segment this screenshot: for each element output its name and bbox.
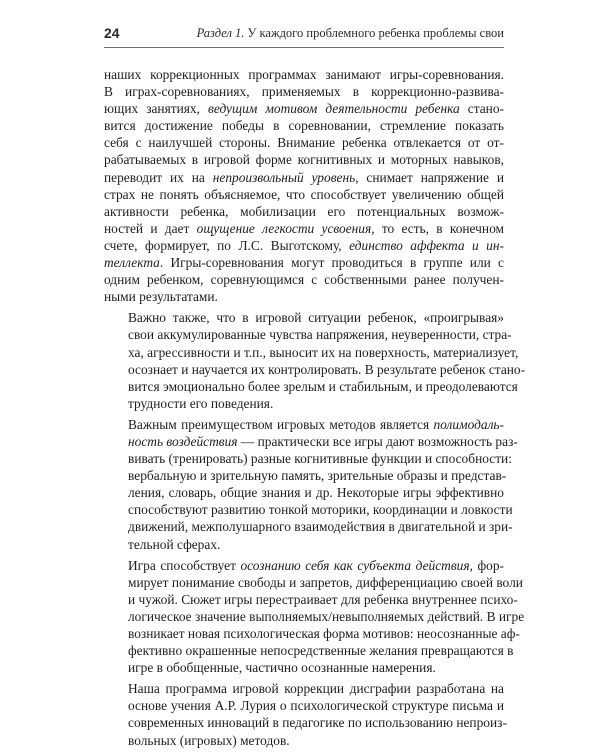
emphasis: ощущение легкости усвоения bbox=[196, 220, 372, 236]
text-line: себя с наилучшей стороны. Внимание ребенка отвлекается от от- bbox=[104, 135, 504, 151]
paragraph bbox=[104, 680, 507, 748]
text-line: вится эмоционально более зрелым и стабильным, и преодолеваются bbox=[128, 378, 518, 394]
header-rule bbox=[104, 47, 504, 48]
running-header bbox=[104, 24, 504, 46]
paragraph bbox=[104, 66, 504, 305]
emphasis: осознанию себя как субъекта действия bbox=[240, 557, 470, 573]
text-line: осознает и научается их контролировать. В результате ребенок стано- bbox=[128, 361, 526, 377]
text-line: одним ребенком, соревнующимся с собственными ранее получен- bbox=[104, 272, 504, 288]
text-line: возникает новая психологическая форма мотивов: неосознанные аф- bbox=[128, 626, 520, 641]
text-line: современных инноваций в педагогике по использованию непроиз- bbox=[128, 715, 507, 731]
paragraph bbox=[104, 309, 526, 412]
text-line: наших коррекционных программах занимают игры-соревнования. bbox=[104, 67, 504, 82]
text-line: движений, межполушарного взаимодействия в двигательной и зри- bbox=[128, 519, 513, 535]
paragraph bbox=[104, 416, 518, 553]
text-line: ющих занятиях, ведущим мотивом деятельности ребенка стано- bbox=[104, 101, 504, 117]
text-line: активности ребенка, мобилизации его потенциальных возмож- bbox=[104, 203, 504, 219]
emphasis: полимодаль- bbox=[433, 416, 504, 432]
text-line: вится достижение победы в соревновании, стремление показать bbox=[104, 118, 504, 134]
text-line: вивать (тренировать) разные когнитивные функции и способности: bbox=[128, 451, 512, 467]
text-line: вербальную и зрительную память, зрительные образы и представ- bbox=[128, 468, 507, 484]
emphasis: единство аффекта и ин- bbox=[349, 237, 504, 253]
text-line: теллекта. Игры-соревнования могут проводиться в группе или с bbox=[104, 255, 504, 271]
text-line: ления, словарь, общие знания и др. Некоторые игры эффективно bbox=[128, 485, 504, 501]
text-line: ностей и дает ощущение легкости усвоения, то есть, в конечном bbox=[104, 220, 504, 236]
text-line: страх не понять объясняемое, что способствует увеличению общей bbox=[104, 186, 504, 202]
text-line: вольных (игровых) методов. bbox=[128, 732, 290, 748]
text-line: игре в обобщенные, частично осознанные намерения. bbox=[128, 660, 436, 676]
text-line: ность воздействия — практически все игры дают возможность раз- bbox=[128, 433, 518, 449]
text-line: Важным преимуществом игровых методов является полимодаль- bbox=[128, 416, 504, 432]
text-line: и чужой. Сюжет игры перестраивает для ребенка внутреннее психо- bbox=[128, 591, 518, 607]
section-title: У каждого проблемного ребенка проблемы свои bbox=[247, 26, 504, 40]
text-line: Важно также, что в игровой ситуации ребенок, «проигрывая» bbox=[128, 310, 504, 326]
paragraph bbox=[104, 557, 525, 677]
text-line: фективно окрашенные непосредственные желания превращаются в bbox=[128, 643, 514, 659]
text-line: трудности его поведения. bbox=[128, 395, 274, 411]
emphasis: ность воздействия bbox=[128, 433, 238, 449]
text-line: Наша программа игровой коррекции дисграфии разработана на bbox=[128, 681, 504, 697]
text-line: ха, агрессивности и т.п., выносит их на поверхность, материализует, bbox=[128, 344, 519, 360]
text-line: способствуют развитию тонкой моторики, координации и ловкости bbox=[128, 502, 513, 518]
text-line: мирует понимание свободы и запретов, дифференциацию своей воли bbox=[128, 574, 523, 590]
text-line: В играх-соревнованиях, применяемых в коррекционно-развива- bbox=[104, 84, 504, 100]
text-line: переводит их на непроизвольный уровень, снимает напряжение и bbox=[104, 169, 504, 185]
emphasis: теллекта bbox=[104, 255, 160, 271]
text-line: свои аккумулированные чувства напряжения, неуверенности, стра- bbox=[128, 327, 512, 343]
text-line: счете, формирует, по Л.С. Выготскому, единство аффекта и ин- bbox=[104, 237, 504, 253]
text-line: Игра способствует осознанию себя как субъекта действия, фор- bbox=[128, 557, 504, 573]
emphasis: ведущим мотивом деятельности ребенка bbox=[208, 101, 460, 117]
text-line: тельной сферах. bbox=[128, 536, 221, 552]
section-label: Раздел 1. bbox=[196, 26, 245, 40]
running-head-title bbox=[197, 26, 504, 41]
text-line: ными результатами. bbox=[104, 289, 218, 305]
text-line: рабатываемых в игровой форме когнитивных и моторных навыков, bbox=[104, 152, 504, 168]
text-line: логическое значение выполняемых/невыполняемых действий. В игре bbox=[128, 608, 525, 624]
page-number: 24 bbox=[104, 25, 120, 41]
text-line: основе учения А.Р. Лурия о психологической структуре письма и bbox=[128, 698, 504, 714]
body-text bbox=[104, 66, 526, 753]
emphasis: непроизвольный уровень bbox=[212, 169, 356, 185]
